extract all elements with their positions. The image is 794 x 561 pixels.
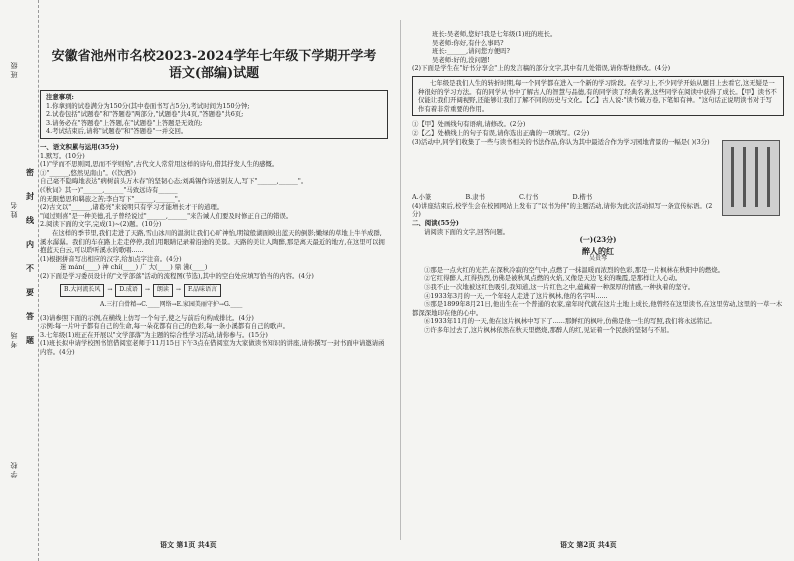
question-2-3: (3)请参照下面的示例,在横线上仿写一个句子,使之与前后句构成排比。(4分) (40, 313, 254, 322)
dialog-line: 班长:______,请问您方便吗? (432, 47, 510, 56)
question-2: 2.阅读下面的文字,完成(1)~(2)题。(10分) (40, 220, 162, 229)
question-text: ①"______,悠然见南山"。(《饮酒》) (40, 168, 136, 177)
question-2-2: (2)下面是学习委员设计的"文学部落"活动的流程图(节选),其中的空白处应填写恰当的内容。(4分) (40, 271, 314, 280)
flow-node: G.____ (223, 301, 243, 309)
left-column (40, 48, 388, 538)
flow-node: B.大河流长风 (60, 284, 104, 297)
choice-option: C.行书 (518, 193, 539, 202)
flow-node: F.品味语言 (184, 284, 221, 297)
question-text: (《秋词》其一)"______,______"马致远诗有______ (40, 185, 178, 194)
choice-option: A.小篆 (412, 193, 432, 202)
reading-part: (一)(23分) (579, 235, 617, 245)
dialog-line: 班长:吴老师,您好!我是七年级(1)班的班长。 (432, 30, 557, 38)
section-intro: 请阅读下面的文字,回答问题。 (424, 227, 510, 236)
choice-row (412, 193, 716, 202)
flowchart-row-2 (100, 301, 388, 310)
section-heading: 一、语文积累与运用(35分) (40, 142, 119, 151)
seal-char: 封 (26, 191, 34, 201)
question-1-2: (2)古文以"______,诸葛亮"来说明只有学习才能增长才干的道理。 (40, 203, 224, 212)
arrow-icon: → (175, 286, 181, 294)
gutter-label-room: 考场 (10, 330, 18, 348)
notice-item: 1.你拿到的试卷满分为150分(其中卷面书写占5分),考试时间为150分钟; (46, 101, 250, 110)
seal-char: 密 (26, 167, 34, 177)
choice-option: B.隶书 (465, 193, 485, 202)
binding-gutter (0, 0, 39, 561)
question-1: 1.默写。(10分) (40, 151, 85, 160)
dialog-line: 吴老师:好的,没问题! (432, 55, 490, 64)
arrow-icon: → (144, 286, 150, 294)
story-paragraph: ⑥1933年11月的一天,他在这片枫林中写下了......那鲜红的枫叶,仿佛是他一生的写照,我们将永远铭记。 (424, 317, 716, 326)
flow-node: 朗读 (153, 284, 173, 297)
notice-item: 4.考试结束后,请将"试题卷"和"答题卷"一并交回。 (46, 127, 188, 136)
question-3: 3.七年级(1)班正在开展以"文学部落"为主题的综合性学习活动,请你参与。(15分) (40, 330, 268, 339)
story-paragraph: ②它红得醉人,红得热烈,仿佛是被秋风点燃的火焰,又像是天边飞来的晚霞,是那样让人心动。 (424, 274, 682, 283)
flow-node: C.____网络 (141, 301, 172, 309)
notice-heading: 注意事项: (46, 93, 74, 101)
story-title: 醉人的红 (582, 245, 614, 256)
question-3-1: (1)班长拟申请学校图书馆借阅室老师于11月15日下午3点在借阅室为大家做读书知识的讲座,请你撰写一封书面申请邀请函内容。(4分) (40, 339, 385, 357)
exam-subtitle: 语文(部编)试题 (168, 66, 260, 81)
speech-box (412, 76, 784, 116)
gutter-label-class: 班级 (10, 60, 18, 78)
dialog-line: 吴老师:你好,有什么事吗? (432, 38, 504, 47)
pinyin-items: 迷 mán(____) 神 chí(____) 广 大(____) 鼎 沸(____) (60, 263, 208, 272)
question-2-1: (1)根据拼音写出相应的汉字,给加点字注音。(4分) (40, 254, 182, 263)
right-column (412, 30, 784, 540)
calligraphy-stroke (755, 147, 758, 207)
arrow-icon: → (107, 286, 113, 294)
story-paragraph: ③我不止一次地被这红色吸引,我知道,这一片红色之中,蕴藏着一种深厚的情感,一种执着的坚守。 (424, 283, 695, 292)
question-text: 示例:每一片叶子都有自己的生命,每一朵花都有自己的色彩,每一条小溪都有自己的歌声。 (40, 322, 290, 331)
question-text: 的无限愁思和羁旅之苦;李白写下"______,______"。 (40, 194, 185, 203)
seal-char: 不 (26, 263, 34, 273)
seal-char: 要 (26, 287, 34, 297)
seal-char: 线 (26, 215, 34, 225)
calligraphy-image (722, 140, 780, 216)
story-paragraph: ④1933年3月的一天,一个年轻人走进了这片枫林,他的名字叫...... (424, 291, 608, 300)
arrow-icon: → (136, 301, 142, 309)
story-paragraph: ⑤那是1899年8月21日,他出生在一个普通的农家,童年时代就在这片土地上成长,他曾经在这里读书,在这里劳动,这里的一草一木都深深地印在他的心中。 (412, 300, 783, 317)
question-3-2-a: ①【甲】处画线句有语病,请修改。(2分) (412, 120, 526, 129)
exam-title: 安徽省池州市名校2023-2024学年七年级下学期开学考 (51, 49, 377, 64)
question-1-1: (1)"学而不思则罔,思而不学则殆",古代文人常常用这样的诗句,借其抒发人生的感慨。 (40, 160, 279, 169)
gutter-label-school: 学校 (10, 460, 18, 478)
notice-item: 2.试卷包括"试题卷"和"答题卷"两部分,"试题卷"共4页,"答题卷"共6页; (46, 110, 244, 119)
calligraphy-stroke (743, 147, 746, 207)
arrow-icon: → (218, 301, 224, 309)
speech-text: 七年级是我们人生的转折时期,每一个同学都在进入一个新的学习阶段。在学习上,不少同学开始从题目上去看它,这无疑是一种很好的学习方法。有的同学从书中了解古人的智慧与品德,有的同学读了经典名著,这些同学在阅读中获得了成长。【甲】读书不仅能让我们开阔视野,还能够让我们了解不同的历史与文化。【乙】古人说:"读书破万卷,下笔如有神。"这句话正说明读书对于写作有着非常重要的作用。 (418, 78, 777, 113)
seal-char: 内 (26, 239, 34, 249)
question-3-4: (4)讲座结束后,校学生会在校园网站上发布了"以书为伴"的主题活动,请你为此次活动拟写一条宣传标语。(2分) (412, 201, 713, 219)
flow-node: D.成语 (115, 284, 142, 297)
page-footer-right: 语文 第2页 共4页 (560, 540, 617, 549)
notice-item: 3.请务必在"答题卷"上答题,在"试题卷"上答题是无效的; (46, 118, 203, 127)
section-heading: 二、阅读(55分) (412, 218, 459, 227)
flow-node: A.三打白骨精 (100, 301, 137, 309)
arrow-icon: → (171, 301, 177, 309)
story-paragraph: ①那是一点火红的光芒,在深秋冷寂的空气中,点燃了一抹温暖而浓烈的色彩,那是一片枫林在秋阳中的燃烧。 (424, 265, 725, 274)
notice-box (40, 90, 388, 139)
seal-char: 答 (26, 311, 34, 321)
reading-passage: 在这样的季节里,我们走进了天路,雪山冰川的温润让我们心旷神怡,明镜般湖面映出蓝天的倒影;嫩绿的草地上牛羊成群,溪水潺潺。我们的车在路上走走停停,我们用眼睛记录着沿途的美景。天路的美让人陶醉,那是离天最近的地方,在这里可以拥抱蓝天白云,可以聆听溪水的歌唱...... (40, 228, 385, 255)
column-divider (400, 20, 401, 540)
calligraphy-stroke (731, 147, 734, 207)
calligraphy-stroke (767, 147, 770, 207)
question-1-3: "闻过则喜"是一种美德,孔子曾经说过"______,______"来告诫人们要及时修正自己的错误。 (40, 211, 293, 220)
gutter-label-name: 姓名 (10, 200, 18, 218)
flowchart-row-1 (60, 284, 388, 297)
question-3-2: (2)下面是学生在"好书分享会"上的发言稿的部分文字,其中有几处错误,请你帮他修改。(4分) (412, 64, 671, 73)
story-author: 吴贵琴 (588, 255, 607, 263)
question-3-3: (3)活动中,同学们收集了一些与读书相关的书法作品,你认为其中最适合作为学习园地背景的一幅是( )(3分) (412, 137, 710, 146)
page-footer-left: 语文 第1页 共4页 (160, 540, 217, 549)
question-text: 自己毫不隐晦地表达"病树前头万木春"的坚韧心态;刘禹锡作诗送别友人,写下"______,______"。 (40, 177, 308, 186)
question-3-2-b: ②【乙】处横线上的句子有误,请你选出正确的一项填写。(2分) (412, 128, 590, 137)
story-paragraph: ⑦许多年过去了,这片枫林依然在秋天里燃烧,那醉人的红,见证着一个民族的坚韧与不屈。 (424, 326, 673, 335)
seal-char: 题 (26, 335, 34, 345)
flow-node: E.家园美丽守护 (176, 301, 219, 309)
choice-option: D.楷书 (572, 193, 593, 202)
